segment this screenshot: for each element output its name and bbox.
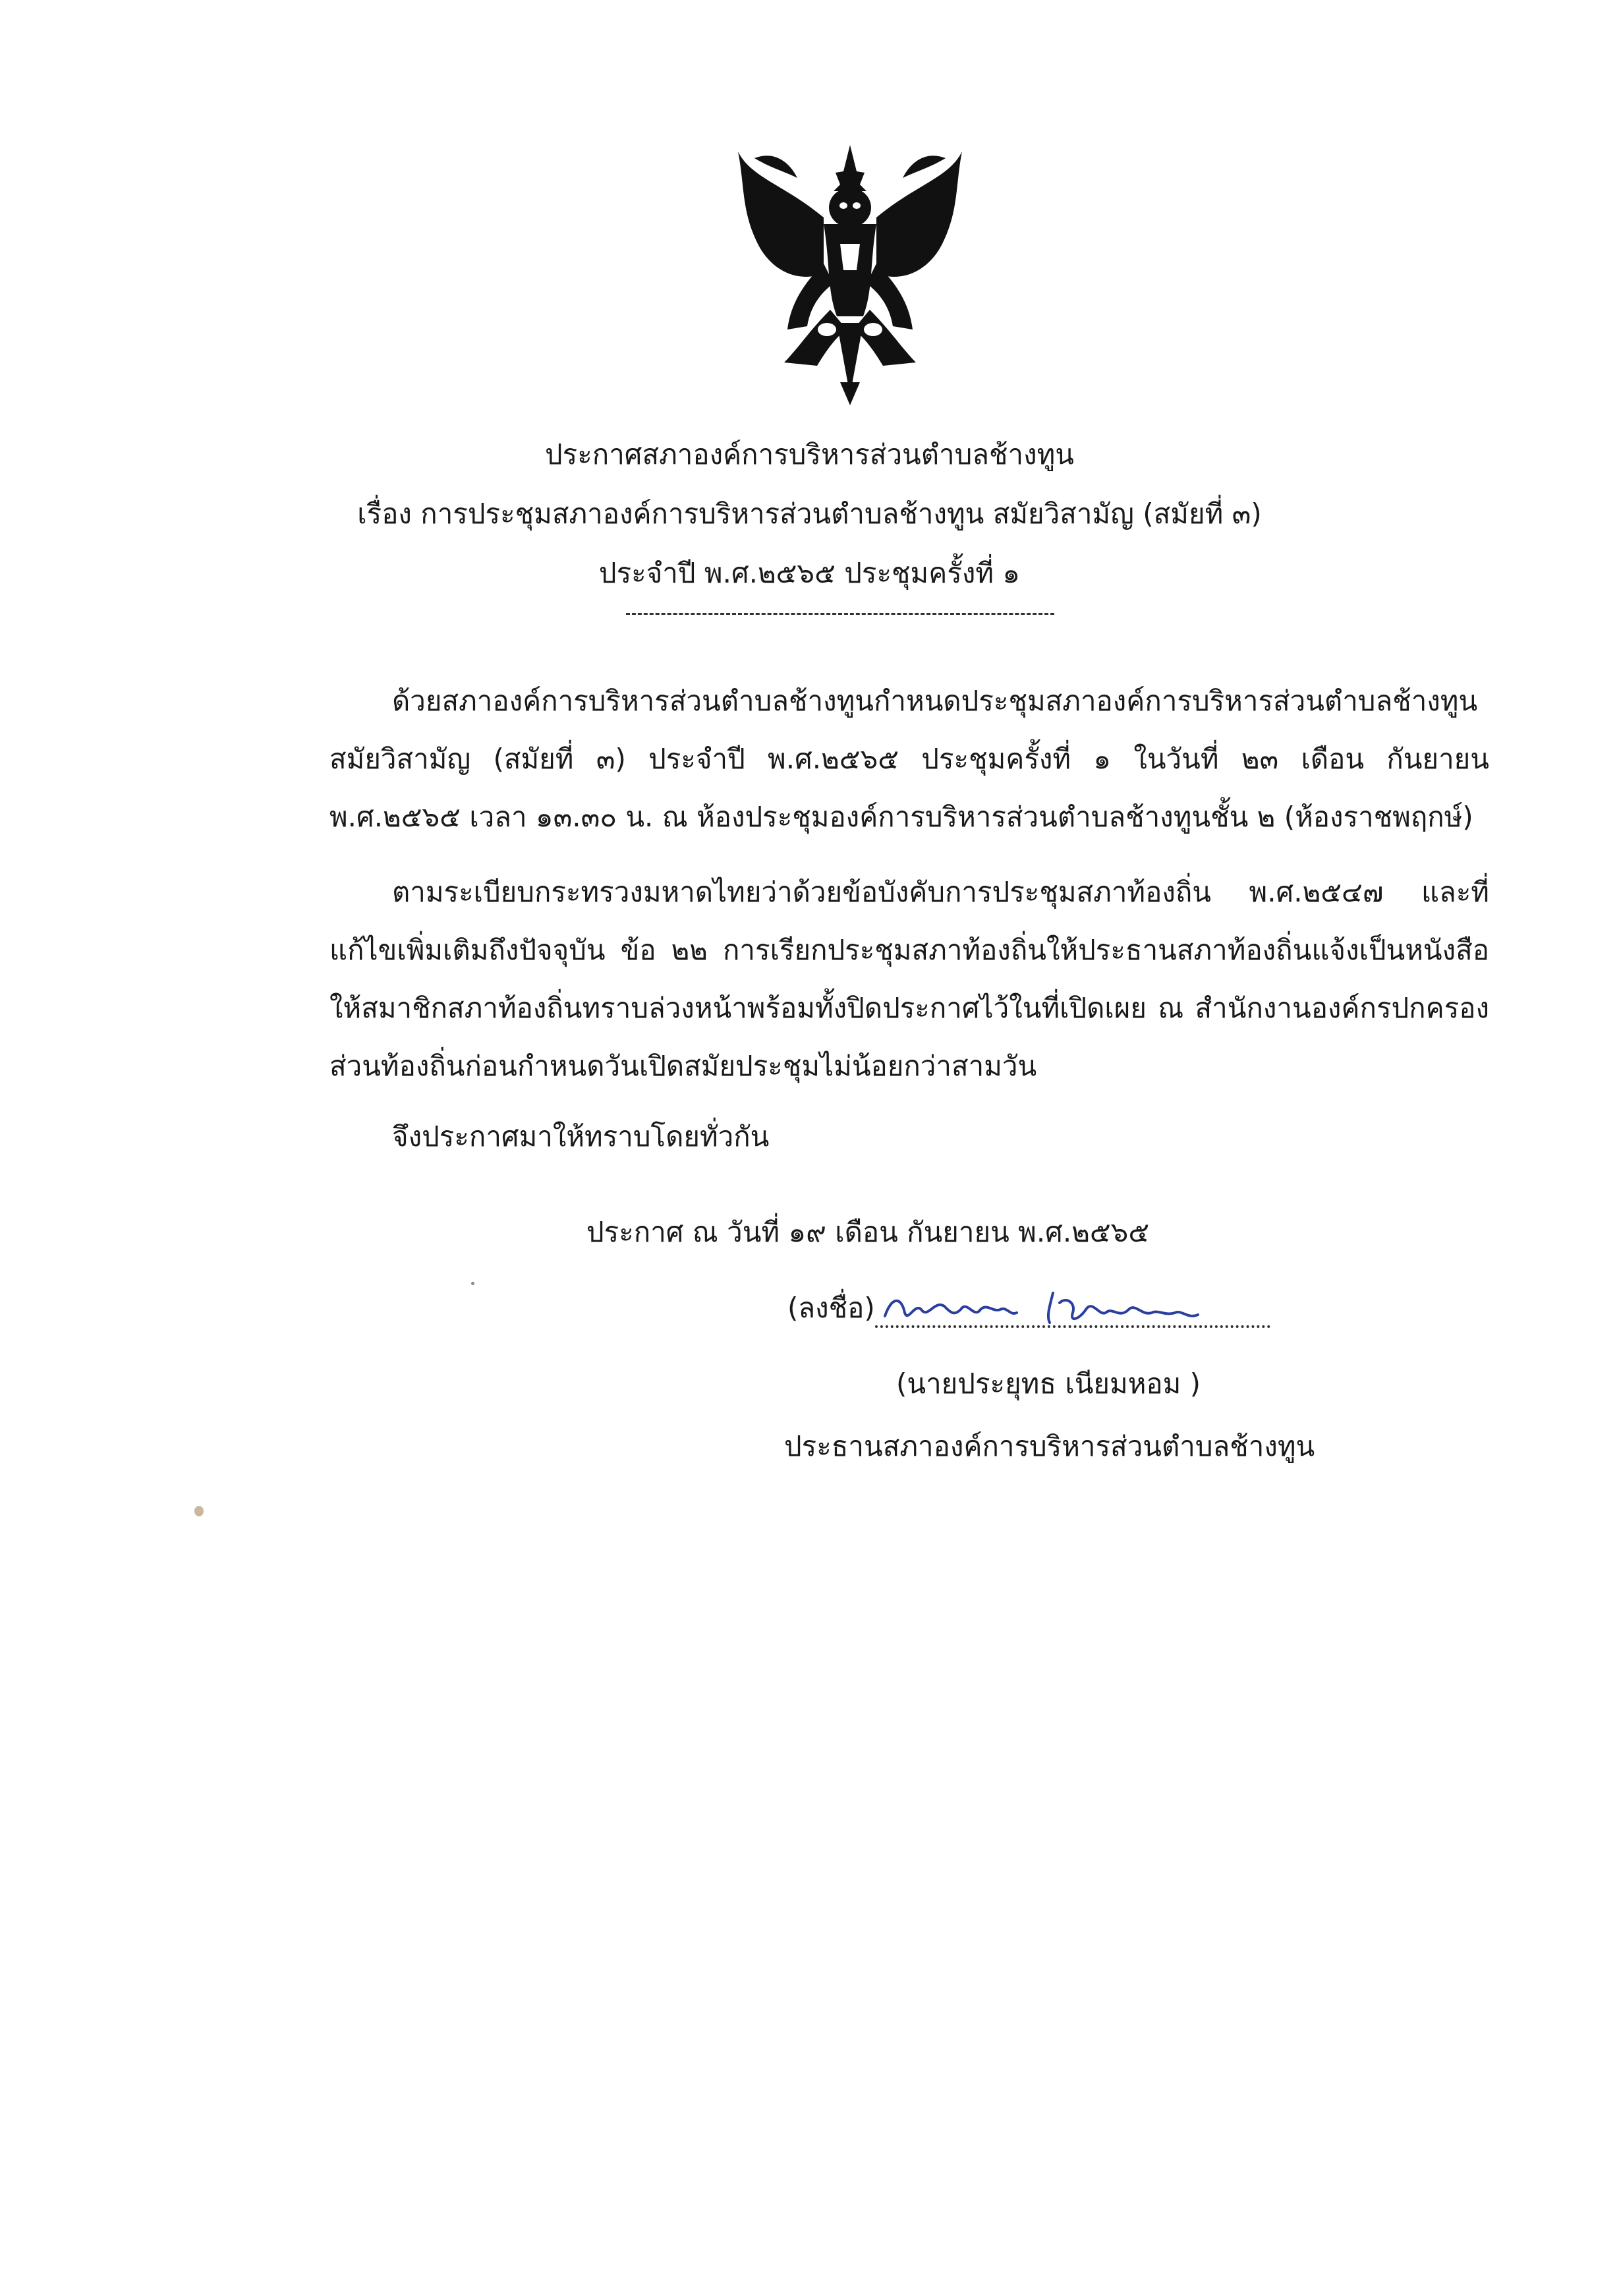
signature-row [787,1288,1270,1328]
signature-line [875,1299,1270,1328]
sign-label: (ลงชื่อ) [787,1292,875,1324]
body-paragraph-2: ตามระเบียบกระทรวงมหาดไทยว่าด้วยข้อบังคับการประชุมสภาท้องถิ่น พ.ศ.๒๕๔๗ และที่แก้ไขเพิ่มเติมถึงปัจจุบัน ข้อ ๒๒ การเรียกประชุมสภาท้องถิ่นให้ประธานสภาท้องถิ่นแจ้งเป็นหนังสือให้สมาชิกสภาท้องถิ่นทราบล่วงหน้าพร้อมทั้งปิดประกาศไว้ในที่เปิดเผย ณ สำนักงานองค์กรปกครองส่วนท้องถิ่นก่อนกำหนดวันเปิดสมัยประชุมไม่น้อยกว่าสามวัน [329,876,1489,1082]
announcement-subject: เรื่อง การประชุมสภาองค์การบริหารส่วนตำบลช้างทูน สมัยวิสามัญ (สมัยที่ ๓) [357,498,1262,530]
signer-position: ประธานสภาองค์การบริหารส่วนตำบลช้างทูน [784,1430,1315,1462]
header-divider [626,613,1054,615]
garuda-emblem-icon [725,132,975,409]
announce-date: ประกาศ ณ วันที่ ๑๙ เดือน กันยายน พ.ศ.๒๕๖๕ [586,1216,1150,1248]
signer-name: (นายประยุทธ เนียมหอม ) [896,1367,1201,1400]
announcement-title: ประกาศสภาองค์การบริหารส่วนตำบลช้างทูน [545,438,1074,471]
announcement-session: ประจำปี พ.ศ.๒๕๖๕ ประชุมครั้งที่ ๑ [598,557,1021,589]
body-paragraph-1: ด้วยสภาองค์การบริหารส่วนตำบลช้างทูนกำหนดประชุมสภาองค์การบริหารส่วนตำบลช้างทูน สมัยวิสามัญ (สมัยที่ ๓) ประจำปี พ.ศ.๒๕๖๕ ประชุมครั้งที่ ๑ ในวันที่ ๒๓ เดือน กันยายน พ.ศ.๒๕๖๕ เวลา ๑๓.๓๐ น. ณ ห้องประชุมองค์การบริหารส่วนตำบลช้างทูนชั้น ๒ (ห้องราชพฤกษ์) [329,685,1489,833]
scan-speck [471,1282,474,1285]
closing-statement: จึงประกาศมาให้ทราบโดยทั่วกัน [392,1120,770,1153]
scan-speck [194,1506,204,1516]
handwritten-signature [882,1283,1264,1329]
